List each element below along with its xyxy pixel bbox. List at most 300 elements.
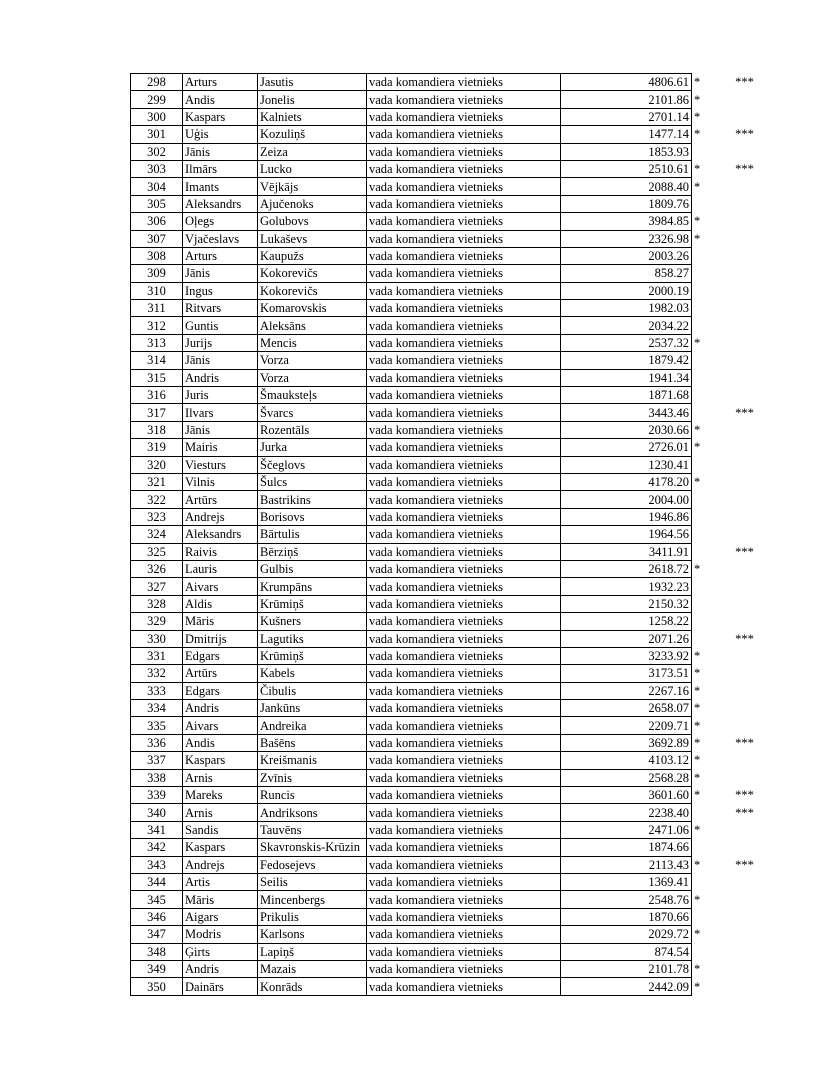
stars-cell	[725, 960, 765, 977]
table-row	[131, 74, 765, 91]
last-name-cell: Zeiza	[258, 143, 367, 160]
marker-cell	[692, 578, 725, 595]
position-cell: vada komandiera vietnieks	[367, 856, 561, 873]
marker-cell: *	[694, 857, 701, 872]
amount-cell: 2113.43	[561, 856, 692, 873]
first-name-cell: Arturs	[183, 247, 258, 264]
row-number-cell: 348	[131, 943, 183, 960]
amount-cell: 1870.66	[561, 908, 692, 925]
last-name-cell: Rozentāls	[258, 421, 367, 438]
first-name-cell: Andis	[183, 91, 258, 108]
amount-cell: 2029.72	[561, 926, 692, 943]
row-number-cell: 329	[131, 613, 183, 630]
row-number-cell: 318	[131, 421, 183, 438]
last-name-cell: Čibulis	[258, 682, 367, 699]
amount-cell: 1230.41	[561, 456, 692, 473]
last-name-cell: Kozuliņš	[258, 126, 367, 143]
stars-cell	[725, 595, 765, 612]
first-name-cell: Mareks	[183, 787, 258, 804]
row-number-cell: 344	[131, 873, 183, 890]
first-name-cell: Juris	[183, 387, 258, 404]
last-name-cell: Kokorevičs	[258, 265, 367, 282]
first-name-cell: Arnis	[183, 804, 258, 821]
first-name-cell: Artūrs	[183, 491, 258, 508]
stars-cell	[725, 300, 765, 317]
first-name-cell: Imants	[183, 178, 258, 195]
position-cell: vada komandiera vietnieks	[367, 126, 561, 143]
row-number-cell: 315	[131, 369, 183, 386]
row-number-cell: 313	[131, 334, 183, 351]
last-name-cell: Kušners	[258, 613, 367, 630]
position-cell: vada komandiera vietnieks	[367, 943, 561, 960]
amount-cell: 2003.26	[561, 247, 692, 264]
last-name-cell: Skavronskis-Krūzin	[258, 839, 367, 856]
last-name-cell: Andriksons	[258, 804, 367, 821]
row-number-cell: 298	[131, 74, 183, 91]
row-number-cell: 323	[131, 508, 183, 525]
table-row	[131, 613, 765, 630]
amount-cell: 4178.20	[561, 473, 692, 490]
position-cell: vada komandiera vietnieks	[367, 369, 561, 386]
last-name-cell: Jankūns	[258, 700, 367, 717]
amount-cell: 2101.86	[561, 91, 692, 108]
stars-cell	[725, 873, 765, 890]
first-name-cell: Māris	[183, 613, 258, 630]
position-cell: vada komandiera vietnieks	[367, 421, 561, 438]
amount-cell: 2537.32	[561, 334, 692, 351]
marker-cell: *	[694, 770, 701, 785]
amount-cell: 2548.76	[561, 891, 692, 908]
table-row	[131, 387, 765, 404]
table-row	[131, 230, 765, 247]
stars-cell: ***	[735, 736, 754, 751]
stars-cell: ***	[735, 162, 754, 177]
amount-cell: 2071.26	[561, 630, 692, 647]
last-name-cell: Mencis	[258, 334, 367, 351]
marker-cell: *	[694, 475, 701, 490]
marker-cell	[692, 456, 725, 473]
position-cell: vada komandiera vietnieks	[367, 195, 561, 212]
last-name-cell: Runcis	[258, 787, 367, 804]
stars-cell	[725, 665, 765, 682]
stars-cell: ***	[735, 544, 754, 559]
row-number-cell: 335	[131, 717, 183, 734]
marker-cell	[692, 369, 725, 386]
amount-cell: 1879.42	[561, 352, 692, 369]
amount-cell: 2034.22	[561, 317, 692, 334]
last-name-cell: Bastrikins	[258, 491, 367, 508]
marker-cell: *	[694, 962, 701, 977]
stars-cell	[725, 821, 765, 838]
position-cell: vada komandiera vietnieks	[367, 891, 561, 908]
table-row	[131, 334, 765, 351]
table-row	[131, 752, 765, 769]
first-name-cell: Kaspars	[183, 839, 258, 856]
position-cell: vada komandiera vietnieks	[367, 300, 561, 317]
marker-cell	[692, 387, 725, 404]
marker-cell: *	[694, 649, 701, 664]
row-number-cell: 346	[131, 908, 183, 925]
table-row	[131, 960, 765, 977]
row-number-cell: 338	[131, 769, 183, 786]
marker-cell: *	[694, 162, 701, 177]
table-row	[131, 404, 765, 421]
last-name-cell: Bašēns	[258, 734, 367, 751]
last-name-cell: Komarovskis	[258, 300, 367, 317]
first-name-cell: Ilvars	[183, 404, 258, 421]
marker-cell	[692, 526, 725, 543]
table-row	[131, 508, 765, 525]
stars-cell	[725, 717, 765, 734]
position-cell: vada komandiera vietnieks	[367, 526, 561, 543]
amount-cell: 1932.23	[561, 578, 692, 595]
position-cell: vada komandiera vietnieks	[367, 108, 561, 125]
stars-cell: ***	[735, 75, 754, 90]
marker-cell	[692, 908, 725, 925]
position-cell: vada komandiera vietnieks	[367, 74, 561, 91]
row-number-cell: 305	[131, 195, 183, 212]
first-name-cell: Raivis	[183, 543, 258, 560]
table-row	[131, 647, 765, 664]
first-name-cell: Vilnis	[183, 473, 258, 490]
marker-cell: *	[694, 666, 701, 681]
table-row	[131, 578, 765, 595]
position-cell: vada komandiera vietnieks	[367, 752, 561, 769]
position-cell: vada komandiera vietnieks	[367, 247, 561, 264]
table-row	[131, 700, 765, 717]
stars-cell	[725, 613, 765, 630]
amount-cell: 3443.46	[561, 404, 692, 421]
marker-cell	[692, 300, 725, 317]
table-row	[131, 317, 765, 334]
position-cell: vada komandiera vietnieks	[367, 178, 561, 195]
row-number-cell: 342	[131, 839, 183, 856]
table-row	[131, 439, 765, 456]
table-row	[131, 734, 765, 751]
marker-cell: *	[694, 979, 701, 994]
stars-cell: ***	[735, 788, 754, 803]
position-cell: vada komandiera vietnieks	[367, 978, 561, 995]
position-cell: vada komandiera vietnieks	[367, 682, 561, 699]
stars-cell: ***	[735, 857, 754, 872]
amount-cell: 2004.00	[561, 491, 692, 508]
position-cell: vada komandiera vietnieks	[367, 160, 561, 177]
last-name-cell: Šmauksteļs	[258, 387, 367, 404]
first-name-cell: Aivars	[183, 717, 258, 734]
marker-cell	[692, 491, 725, 508]
table-row	[131, 108, 765, 125]
table-row	[131, 126, 765, 143]
row-number-cell: 328	[131, 595, 183, 612]
table-row	[131, 369, 765, 386]
last-name-cell: Šulcs	[258, 473, 367, 490]
amount-cell: 3601.60	[561, 787, 692, 804]
row-number-cell: 343	[131, 856, 183, 873]
first-name-cell: Aleksandrs	[183, 195, 258, 212]
row-number-cell: 345	[131, 891, 183, 908]
position-cell: vada komandiera vietnieks	[367, 317, 561, 334]
table-row	[131, 804, 765, 821]
last-name-cell: Ajučenoks	[258, 195, 367, 212]
row-number-cell: 310	[131, 282, 183, 299]
position-cell: vada komandiera vietnieks	[367, 91, 561, 108]
position-cell: vada komandiera vietnieks	[367, 404, 561, 421]
row-number-cell: 324	[131, 526, 183, 543]
last-name-cell: Jonelis	[258, 91, 367, 108]
table-row	[131, 473, 765, 490]
table-row	[131, 213, 765, 230]
marker-cell	[692, 352, 725, 369]
first-name-cell: Andrejs	[183, 856, 258, 873]
amount-cell: 2101.78	[561, 960, 692, 977]
amount-cell: 2510.61	[561, 160, 692, 177]
marker-cell	[692, 247, 725, 264]
first-name-cell: Andris	[183, 700, 258, 717]
marker-cell	[692, 804, 725, 821]
amount-cell: 2726.01	[561, 439, 692, 456]
table-body	[131, 74, 765, 996]
marker-cell	[692, 317, 725, 334]
first-name-cell: Jānis	[183, 352, 258, 369]
last-name-cell: Krūmiņš	[258, 595, 367, 612]
stars-cell	[725, 682, 765, 699]
row-number-cell: 336	[131, 734, 183, 751]
table-row	[131, 821, 765, 838]
first-name-cell: Dainārs	[183, 978, 258, 995]
table-row	[131, 926, 765, 943]
row-number-cell: 325	[131, 543, 183, 560]
amount-cell: 2618.72	[561, 560, 692, 577]
amount-cell: 2701.14	[561, 108, 692, 125]
marker-cell	[692, 143, 725, 160]
position-cell: vada komandiera vietnieks	[367, 334, 561, 351]
position-cell: vada komandiera vietnieks	[367, 630, 561, 647]
row-number-cell: 350	[131, 978, 183, 995]
position-cell: vada komandiera vietnieks	[367, 926, 561, 943]
marker-cell	[692, 265, 725, 282]
first-name-cell: Aigars	[183, 908, 258, 925]
stars-cell	[725, 473, 765, 490]
marker-cell: *	[694, 336, 701, 351]
amount-cell: 1853.93	[561, 143, 692, 160]
last-name-cell: Zvīnis	[258, 769, 367, 786]
amount-cell: 1964.56	[561, 526, 692, 543]
stars-cell	[725, 108, 765, 125]
amount-cell: 874.54	[561, 943, 692, 960]
table-row	[131, 247, 765, 264]
position-cell: vada komandiera vietnieks	[367, 665, 561, 682]
last-name-cell: Golubovs	[258, 213, 367, 230]
stars-cell	[725, 387, 765, 404]
amount-cell: 2568.28	[561, 769, 692, 786]
amount-cell: 2209.71	[561, 717, 692, 734]
first-name-cell: Aleksandrs	[183, 526, 258, 543]
row-number-cell: 319	[131, 439, 183, 456]
table-row	[131, 630, 765, 647]
stars-cell	[725, 352, 765, 369]
stars-cell	[725, 752, 765, 769]
stars-cell	[725, 91, 765, 108]
first-name-cell: Mairis	[183, 439, 258, 456]
stars-cell	[725, 769, 765, 786]
marker-cell	[692, 508, 725, 525]
row-number-cell: 302	[131, 143, 183, 160]
stars-cell	[725, 143, 765, 160]
first-name-cell: Kaspars	[183, 108, 258, 125]
position-cell: vada komandiera vietnieks	[367, 734, 561, 751]
table-row	[131, 978, 765, 995]
position-cell: vada komandiera vietnieks	[367, 787, 561, 804]
row-number-cell: 317	[131, 404, 183, 421]
table-row	[131, 91, 765, 108]
last-name-cell: Seilis	[258, 873, 367, 890]
marker-cell: *	[694, 822, 701, 837]
row-number-cell: 330	[131, 630, 183, 647]
first-name-cell: Jānis	[183, 265, 258, 282]
position-cell: vada komandiera vietnieks	[367, 543, 561, 560]
amount-cell: 2442.09	[561, 978, 692, 995]
first-name-cell: Modris	[183, 926, 258, 943]
stars-cell	[725, 317, 765, 334]
first-name-cell: Aldis	[183, 595, 258, 612]
position-cell: vada komandiera vietnieks	[367, 873, 561, 890]
amount-cell: 4103.12	[561, 752, 692, 769]
stars-cell	[725, 491, 765, 508]
last-name-cell: Mazais	[258, 960, 367, 977]
table-row	[131, 682, 765, 699]
first-name-cell: Andris	[183, 960, 258, 977]
position-cell: vada komandiera vietnieks	[367, 473, 561, 490]
stars-cell	[725, 178, 765, 195]
position-cell: vada komandiera vietnieks	[367, 804, 561, 821]
row-number-cell: 322	[131, 491, 183, 508]
position-cell: vada komandiera vietnieks	[367, 508, 561, 525]
marker-cell	[692, 404, 725, 421]
first-name-cell: Viesturs	[183, 456, 258, 473]
marker-cell	[692, 839, 725, 856]
amount-cell: 1258.22	[561, 613, 692, 630]
position-cell: vada komandiera vietnieks	[367, 491, 561, 508]
stars-cell	[725, 247, 765, 264]
first-name-cell: Ilmārs	[183, 160, 258, 177]
first-name-cell: Andrejs	[183, 508, 258, 525]
last-name-cell: Bērziņš	[258, 543, 367, 560]
position-cell: vada komandiera vietnieks	[367, 647, 561, 664]
last-name-cell: Prikulis	[258, 908, 367, 925]
amount-cell: 2326.98	[561, 230, 692, 247]
amount-cell: 3411.91	[561, 543, 692, 560]
amount-cell: 2267.16	[561, 682, 692, 699]
last-name-cell: Krumpāns	[258, 578, 367, 595]
position-cell: vada komandiera vietnieks	[367, 613, 561, 630]
last-name-cell: Gulbis	[258, 560, 367, 577]
row-number-cell: 332	[131, 665, 183, 682]
marker-cell: *	[694, 231, 701, 246]
row-number-cell: 337	[131, 752, 183, 769]
row-number-cell: 326	[131, 560, 183, 577]
first-name-cell: Jurijs	[183, 334, 258, 351]
amount-cell: 1946.86	[561, 508, 692, 525]
position-cell: vada komandiera vietnieks	[367, 387, 561, 404]
stars-cell: ***	[735, 405, 754, 420]
last-name-cell: Kabels	[258, 665, 367, 682]
table-row	[131, 178, 765, 195]
amount-cell: 858.27	[561, 265, 692, 282]
marker-cell: *	[694, 718, 701, 733]
first-name-cell: Ģirts	[183, 943, 258, 960]
stars-cell	[725, 195, 765, 212]
amount-cell: 1982.03	[561, 300, 692, 317]
row-number-cell: 340	[131, 804, 183, 821]
last-name-cell: Aleksāns	[258, 317, 367, 334]
marker-cell: *	[694, 927, 701, 942]
amount-cell: 2471.06	[561, 821, 692, 838]
marker-cell: *	[694, 214, 701, 229]
position-cell: vada komandiera vietnieks	[367, 960, 561, 977]
position-cell: vada komandiera vietnieks	[367, 700, 561, 717]
position-cell: vada komandiera vietnieks	[367, 352, 561, 369]
marker-cell	[692, 195, 725, 212]
row-number-cell: 327	[131, 578, 183, 595]
table-row	[131, 421, 765, 438]
position-cell: vada komandiera vietnieks	[367, 560, 561, 577]
stars-cell	[725, 908, 765, 925]
row-number-cell: 308	[131, 247, 183, 264]
first-name-cell: Arturs	[183, 74, 258, 91]
stars-cell: ***	[735, 805, 754, 820]
stars-cell	[725, 213, 765, 230]
stars-cell	[725, 560, 765, 577]
position-cell: vada komandiera vietnieks	[367, 769, 561, 786]
marker-cell: *	[694, 127, 701, 142]
first-name-cell: Dmitrijs	[183, 630, 258, 647]
first-name-cell: Arnis	[183, 769, 258, 786]
stars-cell	[725, 700, 765, 717]
stars-cell	[725, 265, 765, 282]
last-name-cell: Vējkājs	[258, 178, 367, 195]
marker-cell: *	[694, 892, 701, 907]
row-number-cell: 300	[131, 108, 183, 125]
marker-cell	[692, 282, 725, 299]
row-number-cell: 341	[131, 821, 183, 838]
marker-cell	[692, 630, 725, 647]
position-cell: vada komandiera vietnieks	[367, 282, 561, 299]
first-name-cell: Uģis	[183, 126, 258, 143]
stars-cell	[725, 508, 765, 525]
row-number-cell: 309	[131, 265, 183, 282]
first-name-cell: Oļegs	[183, 213, 258, 230]
stars-cell	[725, 421, 765, 438]
last-name-cell: Jasutis	[258, 74, 367, 91]
position-cell: vada komandiera vietnieks	[367, 908, 561, 925]
last-name-cell: Borisovs	[258, 508, 367, 525]
marker-cell	[692, 595, 725, 612]
marker-cell: *	[694, 736, 701, 751]
table-row	[131, 595, 765, 612]
last-name-cell: Kokorevičs	[258, 282, 367, 299]
last-name-cell: Fedosejevs	[258, 856, 367, 873]
marker-cell	[692, 543, 725, 560]
table-row	[131, 717, 765, 734]
row-number-cell: 349	[131, 960, 183, 977]
amount-cell: 3692.89	[561, 734, 692, 751]
marker-cell: *	[694, 423, 701, 437]
row-number-cell: 306	[131, 213, 183, 230]
row-number-cell: 312	[131, 317, 183, 334]
stars-cell	[725, 230, 765, 247]
table-row	[131, 769, 765, 786]
last-name-cell: Kreišmanis	[258, 752, 367, 769]
